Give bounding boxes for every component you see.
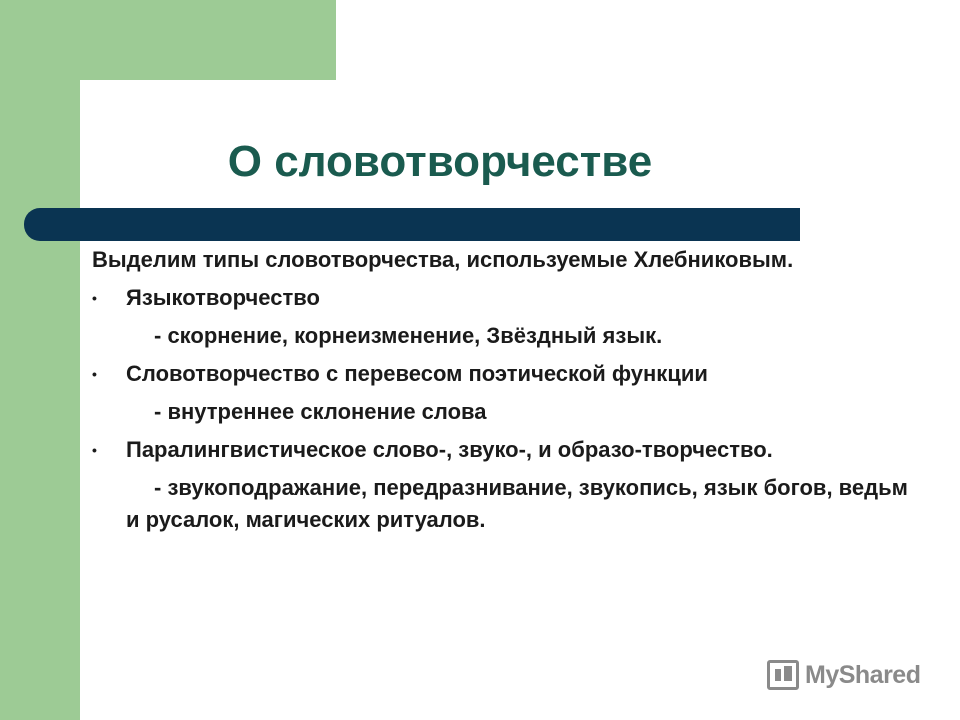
bullet-icon: • — [92, 290, 97, 306]
slide-body — [92, 244, 912, 536]
bullet-icon: • — [92, 442, 97, 458]
green-frame-left — [0, 0, 80, 720]
list-item-heading: Словотворчество с перевесом поэтической функции — [126, 361, 708, 386]
myshared-logo-icon — [767, 660, 799, 690]
list-item-detail: - внутреннее склонение слова — [154, 399, 487, 424]
green-frame-top — [0, 0, 336, 80]
bullet-icon: • — [92, 366, 97, 382]
list-item-detail: - скорнение, корнеизменение, Звёздный язык. — [154, 323, 663, 348]
watermark-text: MyShared — [805, 660, 921, 689]
title-divider-bar — [24, 208, 800, 241]
list-item-heading: Паралингвистическое слово-, звуко-, и образо-творчество. — [126, 437, 773, 462]
list-item-heading: Языкотворчество — [126, 285, 320, 310]
slide-title: О словотворчестве — [227, 137, 653, 186]
list-item-detail: - звукоподражание, передразнивание, звукопись, язык богов, ведьм и русалок, магических ритуалов. — [126, 475, 908, 532]
list-item — [92, 358, 912, 390]
list-item — [92, 282, 912, 314]
intro-text: Выделим типы словотворчества, используемые Хлебниковым. — [92, 247, 794, 272]
watermark-logo — [767, 656, 920, 694]
list-item — [92, 434, 912, 466]
